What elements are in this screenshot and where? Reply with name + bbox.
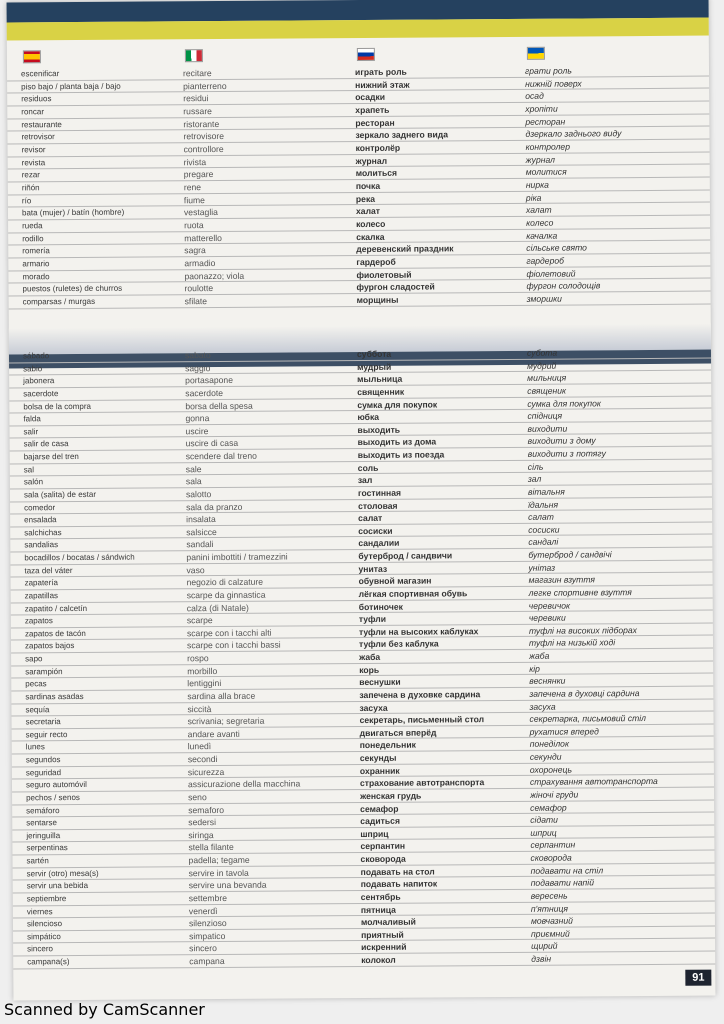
- ukrainian-term: рухатися вперед: [529, 726, 599, 737]
- ukrainian-term: подавати на стіл: [530, 864, 604, 876]
- spanish-term: seguir recto: [25, 729, 68, 740]
- russian-term: играть роль: [354, 66, 407, 78]
- ukrainian-term: жаба: [529, 650, 550, 661]
- spanish-term: bocadillos / bocatas / sándwich: [24, 552, 135, 563]
- italian-term: stella filante: [188, 842, 234, 853]
- italian-term: sedersi: [188, 817, 216, 828]
- russian-term: корь: [359, 664, 380, 675]
- ukrainian-term: халат: [525, 205, 552, 216]
- russian-term: юбка: [357, 411, 380, 423]
- russian-term: сосиски: [358, 525, 393, 536]
- ukrainian-term: контролер: [525, 141, 570, 152]
- russian-term: гардероб: [356, 256, 396, 268]
- spanish-term: rodillo: [22, 233, 44, 244]
- russian-term: ботиночек: [358, 601, 403, 612]
- russian-term: веснушки: [359, 676, 401, 688]
- spanish-term: restaurante: [21, 119, 62, 130]
- spanish-term: segundos: [25, 755, 61, 765]
- russian-term: бутерброд / сандвичи: [358, 550, 453, 562]
- russian-term: подавать напиток: [360, 878, 438, 890]
- russian-term: осадки: [355, 92, 386, 103]
- russian-term: туфли без каблука: [358, 638, 439, 650]
- italian-term: morbillo: [187, 665, 218, 676]
- ukrainian-term: осад: [525, 91, 544, 102]
- russian-term: молиться: [355, 168, 398, 179]
- ukrainian-term: священик: [527, 385, 567, 396]
- italian-term: settembre: [188, 892, 228, 904]
- italian-term: panini imbottiti / tramezzini: [186, 551, 288, 563]
- spanish-term: zapatería: [24, 578, 58, 588]
- ukrainian-term: салат: [528, 511, 554, 522]
- italian-term: venerdì: [188, 905, 218, 916]
- ukrainian-term: нирка: [525, 179, 549, 190]
- italian-term: salotto: [185, 488, 212, 500]
- ukrainian-term: фіолетовий: [526, 268, 576, 279]
- spanish-term: viernes: [26, 906, 53, 916]
- ukrainian-term: виходити: [527, 423, 568, 434]
- spanish-term: serpentinas: [26, 843, 68, 853]
- ukrainian-term: сіль: [527, 461, 544, 472]
- spanish-term: romería: [22, 246, 50, 256]
- spanish-term: salir: [23, 427, 39, 437]
- spanish-flag-icon: [23, 50, 41, 63]
- ukrainian-term: секретарка, письмовий стіл: [529, 713, 647, 724]
- ukrainian-term: бутерброд / сандвічі: [528, 549, 612, 560]
- russian-term: выходить из поезда: [357, 449, 445, 461]
- italian-term: rene: [183, 182, 202, 193]
- italian-term: residui: [183, 93, 209, 104]
- spanish-term: septiembre: [26, 893, 67, 904]
- russian-term: фургон сладостей: [356, 281, 435, 293]
- russian-term: мыльница: [357, 373, 403, 385]
- spanish-term: falda: [23, 414, 41, 424]
- ukrainian-term: черевики: [528, 612, 566, 623]
- ukrainian-term: їдальня: [528, 499, 559, 510]
- russian-term: зеркало заднего вида: [355, 129, 449, 141]
- russian-term: молчаливый: [360, 916, 416, 928]
- spanish-term: piso bajo / planta baja / bajo: [21, 81, 121, 92]
- spanish-term: servir una bebida: [26, 881, 89, 891]
- ukrainian-flag-icon: [527, 47, 545, 60]
- russian-term: страхование автотранспорта: [359, 777, 485, 789]
- spanish-term: revista: [21, 157, 46, 168]
- italian-term: uscire di casa: [185, 438, 239, 449]
- italian-term: secondi: [187, 754, 218, 765]
- russian-term: салат: [358, 512, 383, 524]
- italian-term: matterello: [184, 232, 222, 243]
- russian-term: выходить из дома: [357, 436, 437, 448]
- ukrainian-term: субота: [526, 347, 558, 358]
- russian-term: журнал: [355, 155, 388, 166]
- italian-term: recitare: [182, 68, 212, 79]
- ukrainian-term: молитися: [525, 166, 567, 178]
- russian-term: храпеть: [355, 104, 390, 116]
- spanish-term: simpático: [27, 931, 61, 942]
- ukrainian-term: зморшки: [526, 293, 562, 304]
- russian-term: секунды: [359, 752, 397, 764]
- spanish-term: salón: [23, 477, 44, 487]
- spanish-term: jeringuilla: [26, 830, 61, 841]
- italian-term: scendere dal treno: [185, 450, 257, 462]
- ukrainian-term: охоронець: [529, 764, 573, 775]
- italian-term: siringa: [188, 829, 214, 840]
- russian-term: сентябрь: [360, 891, 401, 902]
- russian-term: сковорода: [360, 853, 406, 865]
- italian-term: uscire: [185, 425, 209, 436]
- italian-term: sabato: [184, 350, 211, 361]
- spanish-term: pecas: [25, 679, 47, 689]
- italian-term: controllore: [183, 143, 224, 155]
- spanish-term: bolsa de la compra: [23, 401, 91, 411]
- ukrainian-term: п'ятниця: [530, 903, 569, 914]
- italian-term: rospo: [187, 653, 209, 664]
- spanish-term: jabonera: [23, 376, 55, 386]
- russian-term: секретарь, письменный стол: [359, 714, 485, 726]
- spanish-term: zapatito / calcetín: [24, 603, 88, 613]
- italian-term: portasapone: [185, 375, 233, 386]
- russian-term: туфли: [358, 613, 387, 625]
- italian-term: sala: [185, 476, 202, 487]
- russian-term: гостинная: [357, 487, 402, 498]
- spanish-term: sandalias: [24, 540, 59, 550]
- russian-term: халат: [355, 206, 381, 217]
- russian-term: деревенский праздник: [356, 243, 454, 255]
- ukrainian-term: фургон солодощів: [526, 280, 601, 292]
- italian-term: salsicce: [186, 526, 217, 537]
- spanish-term: sacerdote: [23, 388, 59, 399]
- spanish-term: roncar: [21, 107, 45, 117]
- vocabulary-table-r: [7, 64, 711, 310]
- italian-term: servire una bevanda: [188, 879, 267, 891]
- ukrainian-term: жіночі груди: [530, 789, 579, 800]
- spanish-term: sartén: [26, 856, 49, 866]
- russian-term: мудрый: [357, 361, 392, 372]
- russian-term: сумка для покупок: [357, 398, 438, 410]
- russian-term: река: [355, 193, 376, 204]
- russian-term: жаба: [359, 651, 381, 663]
- italian-term: sincero: [189, 943, 217, 954]
- italian-term: vestaglia: [183, 207, 218, 218]
- russian-term: зал: [357, 475, 373, 486]
- spanish-term: servir (otro) mesa(s): [26, 868, 99, 878]
- russian-term: морщины: [356, 294, 399, 306]
- russian-term: садиться: [360, 815, 400, 827]
- spanish-term: bata (mujer) / batín (hombre): [21, 208, 125, 218]
- italian-term: armadio: [184, 258, 216, 269]
- spanish-term: río: [21, 196, 32, 206]
- ukrainian-term: подавати напій: [530, 877, 595, 889]
- russian-term: священник: [357, 386, 405, 397]
- italian-term: ristorante: [183, 118, 220, 129]
- russian-term: колокол: [361, 954, 396, 966]
- italian-flag-icon: [185, 49, 203, 62]
- ukrainian-term: мовчазний: [530, 915, 573, 926]
- spanish-term: ensalada: [24, 515, 57, 525]
- spanish-term: zapatillas: [24, 590, 59, 601]
- ukrainian-term: туфлі на високих підборах: [528, 624, 637, 636]
- spanish-term: sardinas asadas: [25, 691, 84, 702]
- spanish-term: salchichas: [24, 527, 62, 538]
- spanish-term: retrovisor: [21, 132, 55, 142]
- spanish-term: comedor: [24, 502, 56, 512]
- ukrainian-term: веснянки: [529, 675, 566, 687]
- italian-term: borsa della spesa: [185, 400, 253, 411]
- ukrainian-term: понеділок: [529, 738, 570, 750]
- russian-term: сандалии: [358, 538, 400, 549]
- russian-term: двигаться вперёд: [359, 727, 437, 738]
- italian-term: scrivania; segretaria: [187, 715, 265, 727]
- russian-term: приятный: [361, 929, 404, 940]
- spanish-term: salir de casa: [23, 439, 69, 449]
- ukrainian-term: мудрий: [527, 360, 557, 371]
- italian-term: scarpe: [186, 615, 213, 626]
- spanish-term: zapatos de tacón: [24, 628, 86, 639]
- dictionary-page: [7, 0, 716, 1000]
- russian-term: женская грудь: [360, 790, 422, 801]
- russian-term: контролёр: [355, 142, 401, 154]
- italian-term: sardina alla brace: [187, 690, 256, 702]
- russian-term: засуха: [359, 702, 388, 713]
- russian-term: почка: [355, 180, 381, 192]
- russian-term: обувной магазин: [358, 575, 432, 587]
- ukrainian-term: туфлі на низькій ході: [528, 637, 616, 649]
- spanish-term: sequía: [25, 704, 50, 714]
- russian-term: фиолетовый: [356, 269, 412, 280]
- spanish-term: sarampión: [25, 666, 63, 676]
- ukrainian-term: магазин взуття: [528, 574, 596, 586]
- italian-term: fiume: [183, 194, 205, 205]
- ukrainian-term: шприц: [530, 827, 557, 838]
- italian-term: insalata: [186, 514, 216, 525]
- italian-term: sacerdote: [185, 387, 224, 399]
- ukrainian-term: дзеркало заднього виду: [525, 128, 622, 140]
- spanish-term: sal: [23, 464, 35, 474]
- spanish-term: seguro automóvil: [25, 780, 87, 790]
- scanner-watermark: Scanned by CamScanner: [4, 1000, 205, 1019]
- ukrainian-term: кір: [529, 663, 540, 674]
- italian-term: simpatico: [189, 930, 226, 941]
- russian-term: семафор: [360, 803, 399, 814]
- italian-term: sicurezza: [187, 766, 225, 777]
- russian-term: суббота: [356, 348, 392, 360]
- russian-term: ресторан: [355, 117, 395, 128]
- russian-term: нижний этаж: [355, 79, 410, 90]
- header-accent-band: [7, 18, 709, 41]
- russian-flag-icon: [357, 48, 375, 61]
- russian-term: туфли на высоких каблуках: [358, 625, 479, 637]
- italian-term: calza (di Natale): [186, 602, 249, 613]
- italian-term: sagra: [184, 245, 206, 256]
- ukrainian-term: страхування автотранспорта: [529, 776, 658, 788]
- ukrainian-term: сідати: [530, 814, 558, 825]
- italian-term: sala da pranzo: [186, 501, 243, 512]
- spanish-term: sábado: [22, 351, 50, 361]
- spanish-term: sala (salita) de estar: [23, 489, 97, 500]
- italian-term: scarpe con i tacchi bassi: [186, 639, 281, 651]
- spanish-term: lunes: [25, 742, 45, 752]
- ukrainian-term: легке спортивне взуття: [528, 586, 632, 598]
- spanish-term: semáforo: [26, 805, 60, 815]
- spanish-term: sincero: [27, 944, 53, 954]
- spanish-term: zapatos bajos: [24, 641, 75, 651]
- ukrainian-term: зал: [527, 473, 542, 485]
- russian-term: пятница: [360, 904, 396, 915]
- spanish-term: puestos (ruletes) de churros: [22, 284, 123, 294]
- ukrainian-term: сандалі: [528, 536, 559, 548]
- italian-term: servire in tavola: [188, 867, 249, 878]
- russian-term: унитаз: [358, 563, 388, 574]
- ukrainian-term: хропіти: [525, 103, 558, 114]
- ukrainian-term: нижній поверх: [525, 78, 582, 89]
- spanish-term: sentarse: [26, 818, 57, 828]
- italian-term: rivista: [183, 156, 207, 167]
- ukrainian-term: гардероб: [526, 255, 565, 266]
- italian-term: andare avanti: [187, 728, 240, 739]
- spanish-term: zapatos: [24, 616, 53, 626]
- spanish-term: comparsas / murgas: [22, 296, 96, 307]
- ukrainian-term: серпантин: [530, 839, 576, 851]
- russian-term: выходить: [357, 424, 401, 435]
- italian-term: roulotte: [184, 283, 214, 294]
- spanish-term: rezar: [21, 170, 40, 180]
- italian-term: negozio di calzature: [186, 576, 264, 588]
- italian-term: gonna: [185, 413, 210, 424]
- spanish-term: silencioso: [26, 919, 63, 929]
- italian-term: padella; tegame: [188, 854, 250, 866]
- ukrainian-term: секунди: [529, 751, 562, 762]
- italian-term: russare: [183, 106, 212, 117]
- italian-term: semaforo: [188, 804, 225, 815]
- spanish-term: sapo: [25, 654, 43, 664]
- spanish-term: bajarse del tren: [23, 451, 79, 462]
- ukrainian-term: сільське свято: [526, 242, 587, 254]
- ukrainian-term: колесо: [526, 217, 554, 228]
- italian-term: seno: [188, 791, 207, 803]
- ukrainian-term: спідниця: [527, 410, 563, 421]
- ukrainian-term: мильниця: [527, 372, 567, 384]
- italian-term: retrovisore: [183, 131, 225, 142]
- ukrainian-term: сосиски: [528, 524, 560, 535]
- spanish-term: residuos: [21, 94, 52, 104]
- ukrainian-term: дзвін: [531, 953, 552, 964]
- ukrainian-term: запечена в духовці сардина: [529, 687, 640, 699]
- russian-term: шприц: [360, 828, 389, 839]
- russian-term: искренний: [361, 942, 407, 953]
- italian-term: ruota: [184, 220, 204, 231]
- ukrainian-term: виходити з потягу: [527, 448, 606, 459]
- italian-term: lunedì: [187, 741, 212, 752]
- vocabulary-table-s: [9, 346, 715, 970]
- russian-term: понедельник: [359, 739, 416, 751]
- spanish-term: morado: [22, 271, 50, 282]
- italian-term: pregare: [183, 169, 214, 180]
- spanish-term: campana(s): [27, 957, 70, 967]
- russian-term: лёгкая спортивная обувь: [358, 588, 468, 599]
- russian-term: серпантин: [360, 841, 406, 852]
- italian-term: sandali: [186, 539, 214, 550]
- russian-term: соль: [357, 462, 379, 473]
- italian-term: campana: [189, 955, 225, 967]
- italian-term: sfilate: [184, 296, 208, 307]
- italian-term: paonazzo; viola: [184, 270, 245, 281]
- spanish-term: secretaria: [25, 717, 61, 727]
- italian-term: siccità: [187, 703, 212, 714]
- spanish-term: armario: [22, 259, 50, 269]
- spanish-term: escenificar: [20, 69, 60, 79]
- italian-term: pianterreno: [183, 80, 227, 91]
- russian-term: запечена в духовке сардина: [359, 689, 481, 700]
- page-number: 91: [685, 970, 711, 986]
- russian-term: скалка: [356, 231, 385, 242]
- ukrainian-term: засуха: [529, 701, 556, 712]
- italian-term: saggio: [185, 362, 211, 373]
- russian-term: столовая: [358, 500, 398, 511]
- italian-term: lentiggini: [187, 678, 222, 689]
- ukrainian-term: качалка: [526, 230, 558, 241]
- ukrainian-term: приємний: [531, 928, 570, 939]
- ukrainian-term: черевичок: [528, 600, 571, 611]
- ukrainian-term: семафор: [530, 802, 567, 813]
- ukrainian-term: виходити з дому: [527, 435, 596, 447]
- ukrainian-term: ріка: [525, 192, 542, 203]
- italian-term: vaso: [186, 564, 205, 575]
- ukrainian-term: щирий: [531, 941, 558, 952]
- ukrainian-term: ресторан: [525, 116, 566, 127]
- ukrainian-term: вересень: [530, 890, 568, 901]
- spanish-term: taza del váter: [24, 565, 73, 575]
- italian-term: scarpe da ginnastica: [186, 589, 266, 601]
- spanish-term: rueda: [22, 221, 43, 231]
- spanish-term: pechos / senos: [26, 792, 80, 803]
- ukrainian-term: журнал: [525, 154, 556, 165]
- italian-term: sale: [185, 463, 202, 474]
- ukrainian-term: вітальня: [527, 486, 565, 497]
- spanish-term: riñón: [21, 183, 40, 193]
- italian-term: assicurazione della macchina: [187, 778, 301, 790]
- russian-term: подавать на стол: [360, 866, 435, 877]
- russian-term: колесо: [356, 218, 386, 230]
- ukrainian-term: сумка для покупок: [527, 397, 601, 409]
- russian-term: охранник: [359, 765, 400, 776]
- spanish-term: seguridad: [25, 767, 62, 777]
- spanish-term: revisor: [21, 145, 46, 155]
- italian-term: scarpe con i tacchi alti: [186, 627, 272, 638]
- ukrainian-term: унітаз: [528, 562, 556, 573]
- ukrainian-term: сковорода: [530, 852, 572, 863]
- ukrainian-term: грати роль: [524, 65, 572, 76]
- italian-term: silenzioso: [188, 918, 227, 929]
- spanish-term: sabio: [23, 363, 43, 373]
